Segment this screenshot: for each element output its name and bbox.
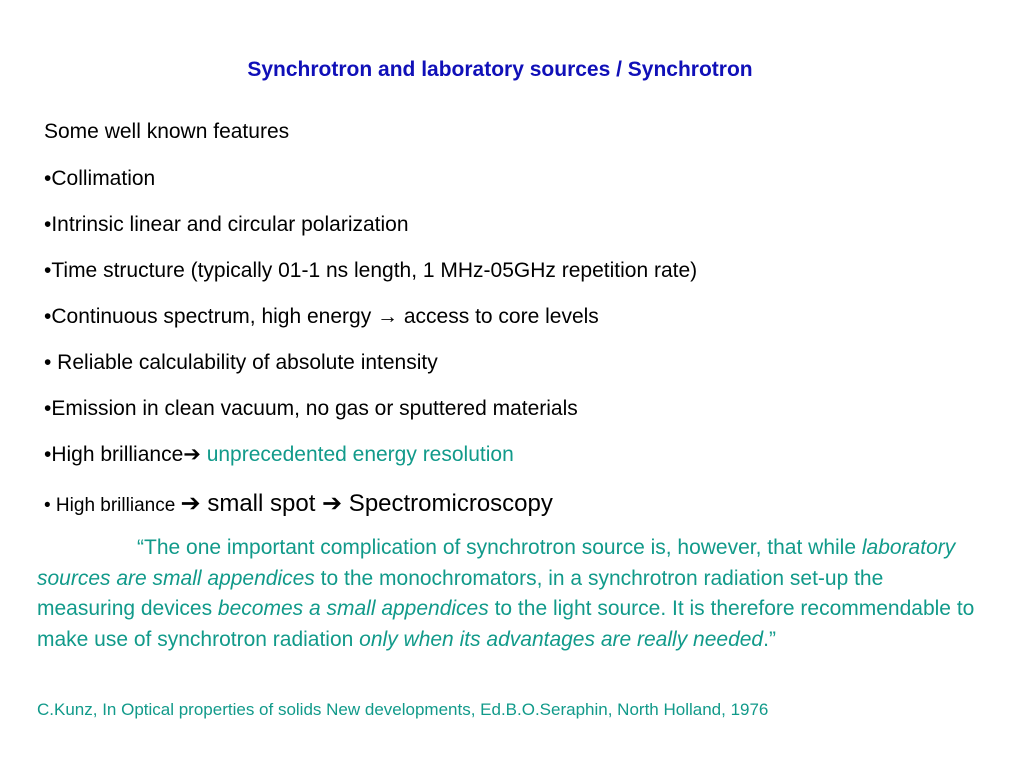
- quote-emphasis: becomes a small appendices: [217, 597, 489, 620]
- quote-text: to the light source. It is therefore recommendable to make use of synchrotron radiation: [37, 597, 975, 651]
- bullet-continuous-spectrum: [44, 304, 599, 330]
- arrow-icon: ➔: [180, 490, 201, 517]
- quote-emphasis: laboratory sources are small appendices: [37, 536, 956, 590]
- quote-text: .”: [763, 627, 776, 651]
- bullet-collimation: •Collimation: [44, 167, 156, 190]
- bullet-text: Spectromicroscopy: [342, 490, 553, 517]
- bullet-text: small spot: [200, 490, 323, 517]
- bullet-text: access to core levels: [398, 305, 599, 328]
- bullet-text: •High brilliance: [44, 443, 184, 466]
- arrow-icon: ➔: [183, 443, 201, 466]
- quote-emphasis: only when its advantages are really needed: [359, 627, 764, 651]
- bullet-polarization: •Intrinsic linear and circular polarization: [44, 213, 409, 236]
- arrow-icon: →: [377, 305, 399, 328]
- slide-title: Synchrotron and laboratory sources / Synchrotron: [247, 58, 753, 81]
- bullet-text: • High brilliance: [44, 495, 181, 516]
- bullet-clean-vacuum: •Emission in clean vacuum, no gas or sputtered materials: [44, 397, 578, 420]
- bullet-time-structure: •Time structure (typically 01-1 ns length, 1 MHz-05GHz repetition rate): [44, 259, 698, 282]
- highlight-text: unprecedented energy resolution: [200, 443, 514, 466]
- bullet-brilliance-spot: [44, 491, 553, 519]
- bullet-calculability: • Reliable calculability of absolute intensity: [44, 351, 438, 374]
- quote-text: to the monochromators, in a synchrotron radiation set-up the measuring devices: [37, 566, 884, 620]
- citation: C.Kunz, In Optical properties of solids New developments, Ed.B.O.Seraphin, North Holland, 1976: [37, 700, 769, 719]
- intro-text: Some well known features: [44, 120, 290, 143]
- quote-text: “The one important complication of synchrotron source is, however, that while: [137, 536, 862, 559]
- bullet-text: •Continuous spectrum, high energy: [44, 305, 378, 328]
- arrow-icon: ➔: [322, 490, 343, 517]
- bullet-brilliance-resolution: [44, 442, 514, 468]
- quote-block: [37, 533, 977, 655]
